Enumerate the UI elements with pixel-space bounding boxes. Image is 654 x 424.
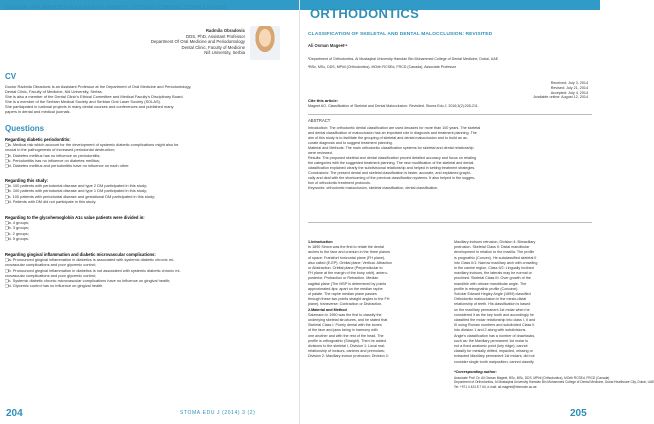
author-photo	[250, 26, 280, 60]
body-line: posterior. Protraction or Retraction. Median	[308, 276, 379, 281]
cv-line: She participated in national projects in many dental courses and conferences and published many	[5, 104, 174, 109]
received-date: Received: July 3, 2014	[550, 81, 588, 85]
option-d[interactable]: ❑d. 5 groups.	[5, 235, 30, 241]
abstract-text	[308, 126, 590, 191]
body-line: is prognathic (Convex). He subclassified skeletal II	[454, 255, 537, 260]
abstract-line: tion of orthodontic treatment protocols.	[308, 181, 371, 185]
body-line: classified the molar relationship into class I, II and	[454, 318, 536, 323]
accepted-date: Accepted: July 4, 2014	[550, 90, 588, 95]
received-dates	[460, 81, 588, 100]
body-line: Orthodontic malocclusion in the mesio-distal	[454, 297, 527, 302]
body-line: on the maxillary permanent 1st molar when he	[454, 307, 530, 312]
body-line: such as: the Maxillary permanent 1st molar is	[454, 338, 528, 343]
option-c[interactable]: ❑c. 2 groups;	[5, 230, 29, 236]
body-line: arches to the face and cranium in the three planes	[308, 250, 390, 255]
cv-line: She is a member of the Serbian Medical Society and Serbian Oral Laser Society (SOLAS).	[5, 99, 161, 104]
body-line: maxillary incisors, the laterals may be normal or	[454, 271, 532, 276]
author-univ: Niš University, Serbia	[204, 50, 245, 55]
cv-line: She is also a member of the Dental Clinic's Ethical Committee and Medical Faculty's Disciplinary Board.	[5, 94, 184, 99]
subheading-methods: 2.Material and Method	[308, 307, 347, 312]
section-title: ORTHODONTICS	[310, 6, 420, 21]
body-line: through these two points straight angles to the FH	[308, 297, 390, 302]
cv-line: Doctor Radmila Obradovic is an Assistant Professor at the Department of Oral Medicine and Periodontology,	[5, 84, 192, 89]
running-title: GINGIVAL INFLAMMATION AS A SIGN OF DIABETIC SYSTEMIC CHRONIC COMPLICATIONS	[5, 5, 227, 11]
option-b[interactable]: ❑b. Diabetes mellitus has no influence on periodontitis;	[5, 152, 101, 158]
abstract-line: curate diagnosis and to suggest treatment planning.	[308, 141, 393, 145]
body-line: underlying skeletal structures, and he stated that	[308, 318, 388, 323]
article-title: CLASSIFICATION OF SKELETAL AND DENTAL MALOCCLUSION: REVISITED	[308, 32, 493, 37]
article-authors: Ali Osman Mageet¹ᵃ	[308, 43, 348, 48]
option-a[interactable]: ❑a. Pronounced gingival inflammation in diabetics is associated with systemic diabetic chronic mi-	[5, 257, 175, 263]
option-b[interactable]: ❑b. 100 patients with periodontal disease and type 1 DM participated in this study;	[5, 188, 148, 194]
body-line: into division 1 and 2 along with subdivisions.	[454, 328, 527, 333]
body-line: of palate. The raphe median plane passes	[308, 292, 377, 297]
body-line: proclined. Skeletal Class III: Over growth of the	[454, 276, 531, 281]
footnote	[454, 376, 654, 389]
option-a-cont: crovascular complications and poor glycemic control;	[5, 262, 97, 268]
body-line: extracted Maxillary permanent 1st molars; did not	[454, 354, 535, 359]
body-line: consider single tooth malposition; cannot classify	[454, 359, 534, 364]
author-name: Radmila Obradovic	[205, 28, 245, 33]
subheading-introduction: 1.Introduction	[308, 240, 333, 244]
question-3	[5, 215, 290, 241]
online-date: Available online: August 12, 2014	[533, 95, 588, 100]
affiliation: ᵃBSc, MSc, DDS, MPhil (Orthodontics), MOrth RCSEd, FRCD (Canada), Associate Professor	[308, 65, 457, 69]
divider	[308, 222, 592, 223]
body-line: approximated-tips: apart on the median raphe	[308, 286, 383, 291]
left-page	[0, 0, 300, 424]
abstract-line: Keywords: orthodontic malocclusion, skeletal classification, dental classification.	[308, 186, 439, 190]
divider	[308, 114, 592, 115]
option-c[interactable]: ❑c. Periodontitis has no influence on diabetes mellitus;	[5, 157, 100, 163]
body-line: sagittal plane (The MSP is determined by points	[308, 281, 387, 286]
body-line: classify for mesially drifted, impacted, missing or	[454, 349, 533, 354]
body-line: profile is retrognathic profile (Concave).	[454, 286, 519, 291]
option-d[interactable]: ❑d. Glycemic control has no influence on gingival health.	[5, 283, 104, 289]
right-page	[300, 0, 654, 424]
question-title: Regarding to the glycohemoglobin A1c value patients were divided in:	[5, 215, 145, 220]
cv-line: Dental Clinic, Faculty of Medicine, Niš University, Serbia.	[5, 89, 103, 94]
option-c[interactable]: ❑c. 100 patients with periodontal disease and gestational DM participated in this study;	[5, 193, 156, 199]
body-line: Scholar Edward Hegley Angle (1899) classified	[454, 292, 531, 297]
journal-footer: STOMA.EDU J (2014) 3 (2)	[180, 410, 256, 416]
option-d[interactable]: ❑d. Diabetes mellitus and periodontitis have no influence on each other.	[5, 163, 130, 169]
author-clinic: Dental Clinic, Faculty of Medicine	[181, 44, 245, 50]
footnote-line: Tel: +971 4 424 8 7 64, e-mail: ali.mageet@hbmcdm.ac.ae	[454, 384, 537, 389]
body-line: also called (E-EP). Orbital plane: Vertical. Attraction	[308, 260, 393, 265]
question-title: Regarding gingival inflammation and diabetic microvascular complications:	[5, 252, 156, 257]
page-number-left: 204	[6, 408, 23, 419]
author-title: DDS, PhD, Assistant Professor	[186, 33, 245, 39]
question-4	[5, 252, 290, 288]
abstract-line: were reviewed.	[308, 151, 333, 155]
body-line: into Class II/1: Narrow maxillary arch with crowding	[454, 260, 538, 265]
body-line: relationship of teeth. His classification is based	[454, 302, 531, 307]
author-dept: Department Of Oral Medicine and Periodontology	[150, 39, 245, 44]
body-line: Skeletal Class I: Purely dental with the bones	[308, 323, 382, 328]
abstract-label: ABSTRACT	[308, 118, 331, 123]
questions-heading: Questions	[5, 124, 45, 133]
author-block	[140, 28, 245, 56]
body-line: In 1890 Simon was the first to relate the dental	[308, 245, 385, 250]
body-line: divisions to the skeletal I, Division 1: Local mal-	[308, 344, 386, 349]
body-line: profile is orthognathic (Straight). Then he added	[308, 338, 387, 343]
footnote-line: Department of Orthodontics, Al Mustaqbal University Hamdan Bin Mohammed College of Dental Medicine, Dubai Healthcare City, Dubai, UAE	[454, 380, 654, 385]
body-line: Salzmann in 1950 was the first to classify the	[308, 312, 382, 317]
cv-line: papers in dental and medical journals.	[5, 109, 71, 114]
body-line: one another and with the rest of the head. The	[308, 333, 384, 338]
cite-text: Mageet AO. Classification of Skeletal and Dental Malocclusion: Revisited. Stoma Edu J. 2016;3(2):205-211.	[308, 104, 479, 108]
abstract-line: aim of this study is to facilitate the grouping of skeletal and dental malocclusion and to build an ac-	[308, 136, 469, 140]
question-title: Regarding diabetic periodontitis:	[5, 137, 71, 142]
body-line: Angle's classification has a number of drawbacks,	[454, 333, 536, 338]
body-line: of space: Frankfort horizontal plane (FH plane),	[308, 255, 386, 260]
abstract-line: classification explained clearly the subdivisional relationship and helped in setting treatment strategies.	[308, 166, 476, 170]
cv-text	[5, 84, 288, 114]
option-b-cont: crovascular complications and poor glycemic control;	[5, 272, 97, 278]
footnote-label: *Corresponding author:	[454, 370, 497, 374]
option-c[interactable]: ❑c. Systemic diabetic chronic microvascular complications have no influence on gingival health;	[5, 278, 171, 284]
abstract-line: Conclusions: The present dental and skeletal classification is faster, accurate, and explained graphi-	[308, 171, 471, 175]
abstract-line: Material and Methods: The main orthodontic classification systems for skeletal and dental relationship	[308, 146, 474, 150]
option-b[interactable]: ❑b. 3 groups;	[5, 225, 30, 231]
body-line: plane), transverse: Contraction or Distraction.	[308, 302, 383, 307]
option-a[interactable]: ❑a. 100 patients with periodontal disease and type 2 DM participated in this study;	[5, 183, 148, 189]
footnote-line: Associate Prof. Dr. Ali Osman Mageet, BSc, MSc, DDS, MPhil (Orthodontics), MOrth RCSEd, FRCD (Canada)	[454, 376, 610, 380]
body-line: or Abstraction. Orbital plane (Perpendicular to	[308, 266, 383, 271]
question-1	[5, 137, 290, 168]
option-b[interactable]: ❑b. Pronounced gingival inflammation in diabetics is not associated with systemic diabetic chronic mi-	[5, 267, 181, 273]
body-line: Maxillary incisors retrusion; Division 4: Bimaxillary	[454, 240, 536, 244]
page-number-right: 205	[570, 408, 587, 419]
abstract-line: the categories with the suggested treatment planning. The new modification of the skeletal and dental	[308, 161, 474, 165]
option-a[interactable]: ❑a. 4 groups;	[5, 220, 30, 226]
body-line: considered it as the key tooth and accordingly he	[454, 312, 534, 317]
body-line: relationship of incisors, canines and premolars;	[308, 349, 385, 354]
body-line: mandible with obtuse mandibular angle. The	[454, 281, 527, 286]
option-a[interactable]: ❑a. Medical risk which account for the development of systemic diabetic complications might also be	[5, 142, 179, 148]
abstract-line: and dental classification of malocclusion has an important role in diagnosis and treatment planning. The	[308, 131, 477, 135]
body-line: FH plane at the margin of the bony orbit), antero-	[308, 271, 388, 276]
body-line: protrusion. Skeletal Class II: Distal mandibular	[454, 245, 530, 250]
option-a-cont: crucial in the pathogenesis of increased periodontal destruction;	[5, 147, 115, 153]
body-column-right	[454, 240, 590, 365]
body-line: in the canine region, Class II/2: Lingually inclined	[454, 266, 534, 271]
body-line: III using Roman numbers and subdivided Class II	[454, 323, 535, 328]
body-line: development in relation to the maxilla. The profile	[454, 250, 535, 255]
abstract-line: cally and deal with the shortcoming of the previous classification systems. It also helped in the sugges-	[308, 176, 476, 180]
body-line: of the face and jaws being in harmony with	[308, 328, 378, 333]
cv-heading: CV	[5, 72, 17, 81]
body-line: not a fixed anatomic point (key ridge); cannot	[454, 344, 528, 349]
affiliation: ¹Department of Orthodontics, Al Mustaqbal University Hamdan Bin Mohammed College of Dental Medicine, Dubai, UAE	[308, 57, 499, 61]
body-column-left	[308, 240, 444, 360]
revised-date: Revised: July 21, 2014	[550, 85, 588, 90]
abstract-line: Results: The proposed skeletal and dental classification proved detailed accuracy and focus on relating	[308, 156, 477, 160]
abstract-line: Introduction: The orthodontic dental classification are used decades for more than 100 years. The skeletal	[308, 126, 481, 130]
body-line: Division 2: Maxillary incisor protrusion; Division 3:	[308, 354, 389, 359]
option-d[interactable]: ❑d. Patients with DM did not participate in this study.	[5, 198, 97, 204]
question-2	[5, 178, 290, 204]
question-title: Regarding this study:	[5, 178, 49, 183]
cite-label: Cite this article:	[308, 98, 339, 103]
